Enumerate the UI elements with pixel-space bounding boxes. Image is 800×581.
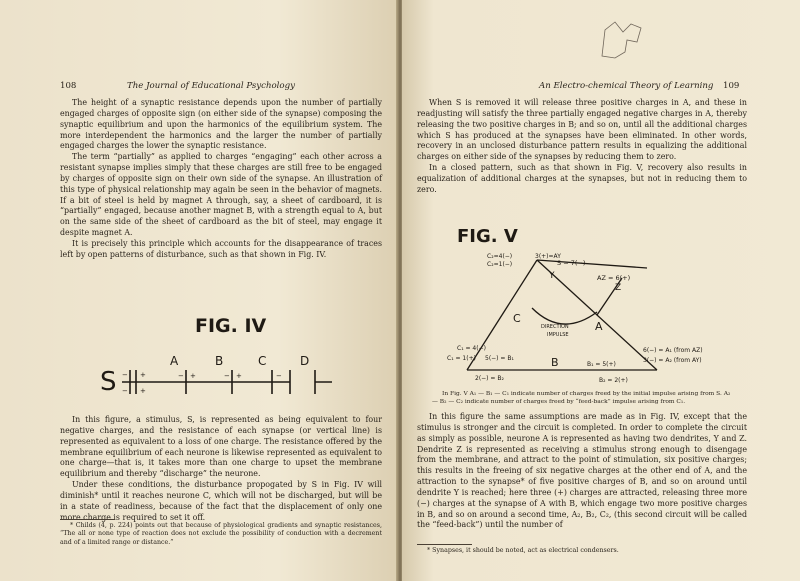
fig-v-a: A	[595, 320, 603, 333]
fig-v-br2: B₂ = 2(+)	[599, 377, 628, 384]
paragraph: The height of a synaptic resistance depends upon the number of partially engaged charges of opposite sign (on either side of the synapse) composing the synaptic equilibrium and upon the harmonics of the equilibrium system. The more interdependent the harmonics and the larger the number of partially engaged charges the lower the synaptic resistance.	[60, 98, 382, 151]
fig-v-arc2: IMPULSE	[547, 332, 569, 338]
fig-v-br3: 6(−) = A₁ (from AZ)	[643, 347, 703, 354]
fig-iv-label-c: C	[258, 354, 267, 368]
figure-v	[447, 220, 747, 388]
footnote-text: * Childs (4, p. 224) points out that because of physiological gradients and synaptic resistances, “The all or none type of reaction does not exclude the possibility of conduction with a decrement and of a limited range or distance.”	[60, 522, 382, 546]
fig-v-bl4: 2(−) = B₂	[475, 375, 504, 382]
fig-v-top-left2: C₂=1(−)	[487, 261, 513, 268]
figure-iv	[100, 310, 340, 410]
pencil-sketch	[597, 18, 647, 63]
svg-text:−: −	[276, 372, 282, 380]
svg-text:−: −	[122, 371, 128, 379]
svg-text:+: +	[190, 372, 196, 380]
fig-iv-label-s: S	[100, 367, 117, 397]
paragraph: In this figure, a stimulus, S, is represented as being equivalent to four negative charges, and the resistance of each synapse (or vertical line) is represented as equivalent to a loss of one charge. The resistance offered by the membrane equilibrium of each neurone is likewise represented as equivalent to one charge—that is, it takes more than one charge to upset the membrane equilibrium and thereby “discharge” the neurone.	[60, 415, 382, 479]
left-footnote	[60, 522, 382, 547]
right-body-bottom	[417, 412, 747, 531]
left-running-head: The Journal of Educational Psychology	[127, 81, 295, 91]
fig-v-br4: 3(−) = A₂ (from AY)	[643, 357, 702, 364]
fig-iv-signs	[122, 371, 282, 395]
fig-v-caption	[432, 390, 732, 406]
fig-iv-label-b: B	[215, 354, 224, 368]
left-body-top	[60, 98, 382, 261]
left-running-header	[60, 81, 382, 91]
right-page	[402, 0, 800, 581]
svg-text:+: +	[140, 371, 146, 379]
fig-iv-title: FIG. IV	[195, 315, 267, 337]
fig-v-top-left1: C₂=4(−)	[487, 253, 513, 260]
svg-text:+: +	[140, 387, 146, 395]
fig-v-arc1: DIRECTION	[541, 324, 569, 330]
right-running-head: An Electro-chemical Theory of Learning	[539, 81, 714, 91]
svg-text:−: −	[224, 372, 230, 380]
paragraph: In a closed pattern, such as that shown in Fig. V, recovery also results in equalization of additional charges at the synapses, but not in reducing them to zero.	[417, 163, 747, 194]
fig-v-az: AZ = 6(+)	[597, 274, 631, 282]
paragraph: When S is removed it will release three positive charges in A, and these in readjusting will satisfy the three partially engaged negative charges in A, thereby releasing the two positive charges in B; and so on, until all the additional charges which S has produced at the synapses have been eliminated. In other words, recovery in an unclosed disturbance pattern results in equalizing the additional charges on either side of the synapses by reducing them to zero.	[417, 98, 747, 162]
paragraph: Under these conditions, the disturbance propogated by S in Fig. IV will diminish* until it reaches neurone C, which will not be discharged, but will be in a state of readiness, because of the fact that the displacement of only one more charge is required to set it off.	[60, 480, 382, 522]
svg-text:+: +	[236, 372, 242, 380]
fig-v-z: Z	[615, 283, 622, 293]
footnote-text: * Synapses, it should be noted, act as electrical condensers.	[427, 547, 619, 554]
fig-iv-label-d: D	[300, 354, 310, 368]
fig-v-b: B	[551, 356, 559, 369]
left-page-number: 108	[60, 81, 77, 91]
svg-text:−: −	[122, 387, 128, 395]
left-body-bottom	[60, 415, 382, 523]
fig-v-top-mid: 3(+)=AY	[535, 253, 561, 260]
fig-v-s-line: S = 7(−)	[557, 259, 586, 267]
fig-iv-label-a: A	[170, 354, 179, 368]
fig-v-br1: B₁ = 5(+)	[587, 361, 616, 368]
footnote-rule	[60, 519, 115, 520]
left-page	[0, 0, 398, 581]
paragraph: It is precisely this principle which accounts for the disappearance of traces left by open patterns of disturbance, such as that shown in Fig. IV.	[60, 238, 382, 259]
footnote-rule	[417, 544, 472, 545]
paragraph: The term “partially” as applied to charges “engaging” each other across a resistant synapse implies simply that these charges are still free to be engaged by charges of opposite sign on their own side of the synapse. An illustration of this type of physical relationship may again be seen in the behavior of magnets. If a bit of steel is held by magnet A through, say, a sheet of cardboard, it is “partially” engaged, because another magnet B, with a strength equal to A, but on the same side of the sheet of cardboard as the bit of steel, may engage it despite magnet A.	[60, 152, 382, 238]
paragraph: In this figure the same assumptions are made as in Fig. IV, except that the stimulus is stronger and the circuit is completed. In order to complete the circuit as simply as possible, neurone A is represented as having two dendrites, Y and Z. Dendrite Z is represented as receiving a stimulus strong enough to disengage from the membrane, and attract to the point of stimulation, six positive charges; this results in the freeing of six negative charges at the other end of A, and the attraction to the synapse* of five positive charges of B, and so on around until dendrite Y is reached; here three (+) charges are attracted, releasing three more (−) charges at the synapse of A with B, which engage two more positive charges in B, and so on around a second time, A₂, B₂, C₂, (this second circuit will be called the “feed-back”) until the number of	[417, 412, 747, 530]
caption-text: In Fig. V A₁ — B₁ — C₁ indicate number of charges freed by the initial impulse arising from S. A₂ — B₂ — C₂ indicate number of charges freed by “feed-back” impulse arising from C₁.	[432, 391, 731, 405]
right-body-top	[417, 98, 747, 196]
fig-v-y: Y	[549, 271, 555, 281]
right-footnote	[417, 547, 747, 555]
right-page-number: 109	[723, 81, 740, 91]
fig-v-title: FIG. V	[457, 226, 518, 247]
fig-v-bl1: C₁ = 4(−)	[457, 345, 486, 352]
fig-v-bl3: 5(−) = B₁	[485, 355, 514, 362]
fig-v-bl2: C₁ = 1(+)	[447, 355, 476, 362]
svg-text:−: −	[178, 372, 184, 380]
fig-v-c: C	[513, 312, 521, 325]
